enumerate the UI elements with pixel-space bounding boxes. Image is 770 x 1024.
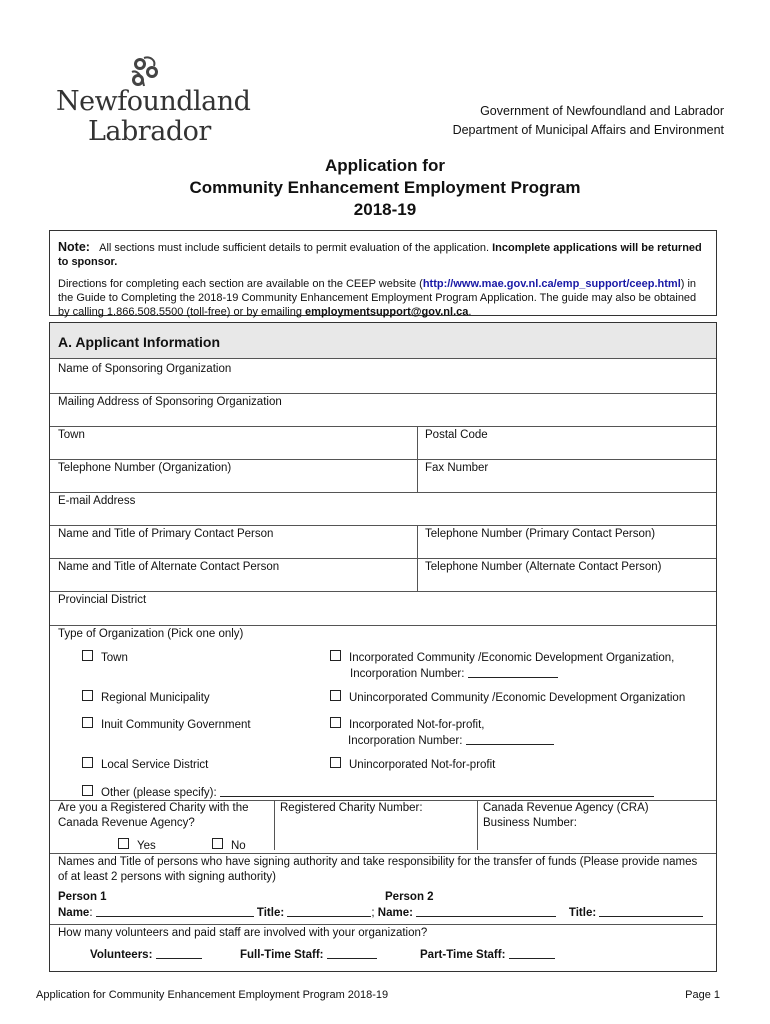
option-label: Town (101, 652, 128, 664)
option-label: Local Service District (101, 759, 209, 771)
primary-contact-field[interactable]: Name and Title of Primary Contact Person (58, 528, 274, 540)
logo-line2: Labrador (88, 116, 211, 147)
charity-yes[interactable] (118, 838, 156, 854)
org-type-unincorporated-nfp[interactable] (330, 757, 495, 773)
period: . (468, 306, 472, 318)
page-number: Page 1 (685, 989, 720, 1001)
signing-authority-text: Names and Title of persons who have signing authority and take responsibility for the transfer of funds (Please provide names of at least 2 persons with signing authority) (58, 856, 698, 883)
checkbox-icon[interactable] (330, 690, 341, 701)
footer-title: Application for Community Enhancement Employment Program 2018-19 (36, 989, 389, 1001)
incorporation-number-label: Incorporation Number: (350, 668, 465, 680)
title-line2: Community Enhancement Employment Program (189, 178, 581, 197)
note-bold-text: Incomplete applications will be returned to sponsor. (58, 242, 702, 268)
charity-no[interactable] (212, 838, 246, 854)
org-type-town[interactable] (82, 650, 128, 666)
checkbox-icon[interactable] (82, 650, 93, 661)
option-label: Yes (137, 840, 156, 852)
volunteers-label: Volunteers: (90, 949, 153, 961)
primary-phone-field[interactable]: Telephone Number (Primary Contact Person) (425, 528, 656, 540)
district-field[interactable]: Provincial District (58, 594, 147, 606)
support-email[interactable]: employmentsupport@gov.nl.ca (305, 306, 469, 318)
checkbox-icon[interactable] (118, 838, 129, 849)
logo (56, 54, 251, 150)
checkbox-icon[interactable] (212, 838, 223, 849)
org-type-regional[interactable] (82, 690, 210, 706)
incorporation-number-label: Incorporation Number: (348, 735, 463, 747)
incorporation-number-2[interactable] (348, 733, 554, 749)
staff-question: How many volunteers and paid staff are involved with your organization? (58, 927, 428, 939)
name-label-2: Name: (377, 907, 413, 919)
org-type-incorporated-ced[interactable] (330, 650, 674, 666)
section-a-heading: A. Applicant Information (58, 334, 221, 350)
option-label: Incorporated Not-for-profit, (349, 719, 485, 731)
ceep-website-link[interactable]: http://www.mae.gov.nl.ca/emp_support/ceep.html (422, 278, 681, 290)
directions-text: Directions for completing each section are available on the CEEP website ( (58, 278, 423, 290)
org-type-local-service[interactable] (82, 757, 208, 773)
org-type-incorporated-nfp[interactable] (330, 717, 485, 733)
checkbox-icon[interactable] (330, 757, 341, 768)
name-label: Name (58, 907, 90, 919)
title-line1: Application for (325, 156, 445, 175)
person2-label: Person 2 (385, 891, 434, 903)
note-box (49, 230, 717, 316)
mailing-address-field[interactable]: Mailing Address of Sponsoring Organization (58, 396, 282, 408)
title-label-2: Title: (568, 907, 597, 919)
charity-question: Are you a Registered Charity with the Canada Revenue Agency? (58, 802, 249, 829)
incorporation-number-1[interactable] (350, 666, 558, 682)
option-label: Unincorporated Not-for-profit (349, 759, 496, 771)
postal-code-field[interactable]: Postal Code (425, 429, 488, 441)
fulltime-field[interactable] (240, 947, 377, 963)
checkbox-icon[interactable] (82, 717, 93, 728)
fulltime-label: Full-Time Staff: (240, 949, 324, 961)
parttime-field[interactable] (420, 947, 555, 963)
department-name: Department of Municipal Affairs and Environment (452, 123, 724, 137)
org-type-other[interactable] (82, 785, 654, 801)
option-label: Incorporated Community /Economic Development Organization, (349, 652, 675, 664)
town-field[interactable]: Town (58, 429, 85, 441)
person1-row[interactable]: Name: Title: ; Name: Title: (58, 905, 703, 921)
org-type-inuit[interactable] (82, 717, 251, 733)
option-label: Unincorporated Community /Economic Development Organization (349, 692, 686, 704)
note-label: Note: (58, 240, 90, 254)
charity-number-field[interactable]: Registered Charity Number: (280, 802, 423, 814)
title-label: Title: (256, 907, 285, 919)
fax-field[interactable]: Fax Number (425, 462, 489, 474)
phone-org-field[interactable]: Telephone Number (Organization) (58, 462, 232, 474)
checkbox-icon[interactable] (82, 785, 93, 796)
checkbox-icon[interactable] (330, 717, 341, 728)
note-text: All sections must include sufficient details to permit evaluation of the application. (99, 242, 490, 254)
alt-contact-field[interactable]: Name and Title of Alternate Contact Person (58, 561, 280, 573)
option-label: Other (please specify): (101, 787, 217, 799)
section-a-header (50, 323, 716, 359)
person1-label: Person 1 (58, 891, 107, 903)
option-label: Inuit Community Government (101, 719, 251, 731)
gov-name: Government of Newfoundland and Labrador (480, 104, 724, 118)
org-type-label: Type of Organization (Pick one only) (58, 628, 244, 640)
title-line3: 2018-19 (353, 200, 417, 219)
option-label: Regional Municipality (101, 692, 210, 704)
alt-phone-field[interactable]: Telephone Number (Alternate Contact Person) (425, 561, 662, 573)
checkbox-icon[interactable] (82, 690, 93, 701)
option-label: No (231, 840, 246, 852)
checkbox-icon[interactable] (330, 650, 341, 661)
email-field[interactable]: E-mail Address (58, 495, 136, 507)
logo-line1: Newfoundland (56, 86, 251, 117)
org-name-field[interactable]: Name of Sponsoring Organization (58, 363, 232, 375)
applicant-info-form (49, 322, 717, 972)
volunteers-field[interactable] (90, 947, 202, 963)
cra-business-number-field[interactable]: Canada Revenue Agency (CRA) Business Number: (483, 802, 649, 829)
org-type-unincorporated-ced[interactable] (330, 690, 685, 706)
checkbox-icon[interactable] (82, 757, 93, 768)
directions-text-2: ) in the Guide to Completing the 2018-19 Community Enhancement Employment Program Application. The guide may also be obtained by calling 1.866.508.5500 (toll-free) or by emailing (58, 278, 697, 318)
parttime-label: Part-Time Staff: (420, 949, 506, 961)
